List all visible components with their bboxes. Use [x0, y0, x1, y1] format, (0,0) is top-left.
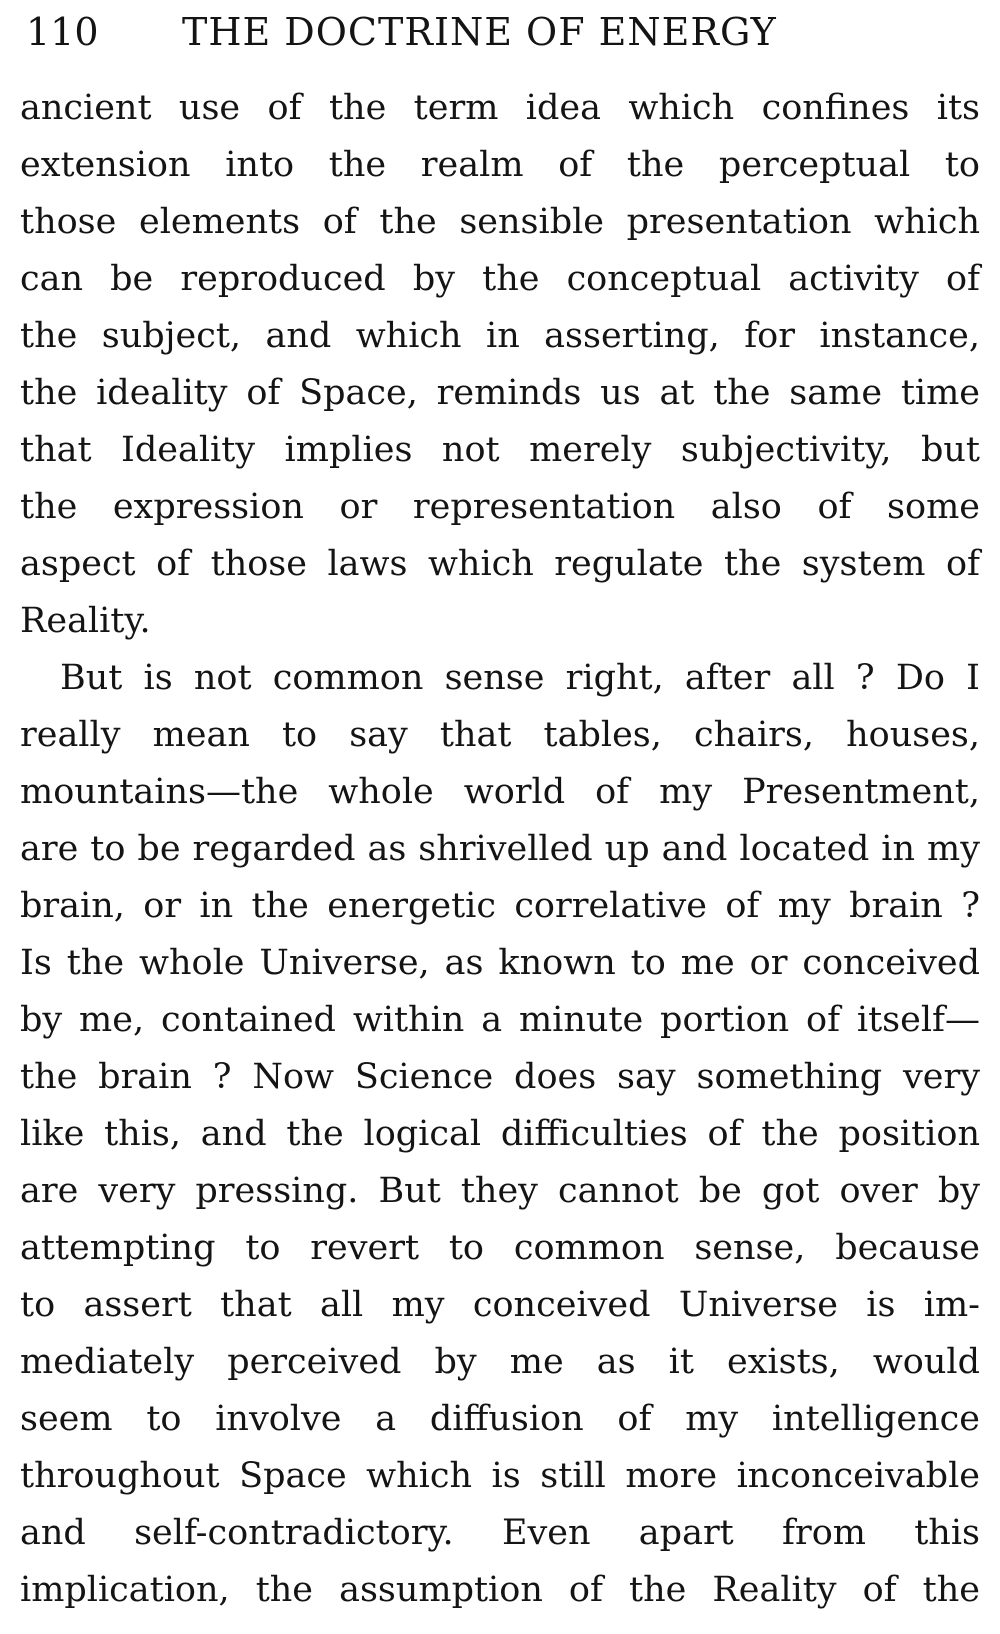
text-line: the expression or representation also of some	[20, 487, 980, 527]
text-line: the ideality of Space, reminds us at the same time	[20, 373, 980, 413]
text-line: extension into the realm of the perceptual to	[20, 145, 980, 185]
page-header	[22, 4, 982, 64]
text-line: attempting to revert to common sense, because	[20, 1228, 980, 1268]
text-line: implication, the assumption of the Reality of the	[20, 1570, 980, 1610]
paragraph-start-line: But is not common sense right, after all ? Do I	[60, 658, 980, 698]
text-line: like this, and the logical difficulties of the position	[20, 1114, 980, 1154]
text-line: to assert that all my conceived Universe is im-	[20, 1285, 980, 1325]
text-line: throughout Space which is still more inconceivable	[20, 1456, 980, 1496]
text-line: are to be regarded as shrivelled up and located in my	[20, 829, 980, 869]
text-line: Reality.	[20, 601, 151, 641]
text-line: aspect of those laws which regulate the system of	[20, 544, 980, 584]
text-line: the subject, and which in asserting, for instance,	[20, 316, 980, 356]
text-line: can be reproduced by the conceptual activity of	[20, 259, 980, 299]
text-line: ancient use of the term idea which confines its	[20, 88, 980, 128]
text-line: that Ideality implies not merely subjectivity, but	[20, 430, 980, 470]
text-line: really mean to say that tables, chairs, houses,	[20, 715, 980, 755]
page-number: 110	[26, 10, 99, 54]
text-line: mountains—the whole world of my Presentment,	[20, 772, 980, 812]
running-title: THE DOCTRINE OF ENERGY	[182, 10, 777, 54]
text-line: seem to involve a diffusion of my intelligence	[20, 1399, 980, 1439]
text-line: by me, contained within a minute portion of itself—	[20, 1000, 980, 1040]
text-line: and self-contradictory. Even apart from this	[20, 1513, 980, 1553]
text-line: the brain ? Now Science does say something very	[20, 1057, 980, 1097]
body-text	[20, 80, 980, 1619]
text-line: mediately perceived by me as it exists, would	[20, 1342, 980, 1382]
text-line: those elements of the sensible presentation which	[20, 202, 980, 242]
text-line: brain, or in the energetic correlative of my brain ?	[20, 886, 980, 926]
text-line: are very pressing. But they cannot be got over by	[20, 1171, 980, 1211]
text-line: Is the whole Universe, as known to me or conceived	[20, 943, 980, 983]
